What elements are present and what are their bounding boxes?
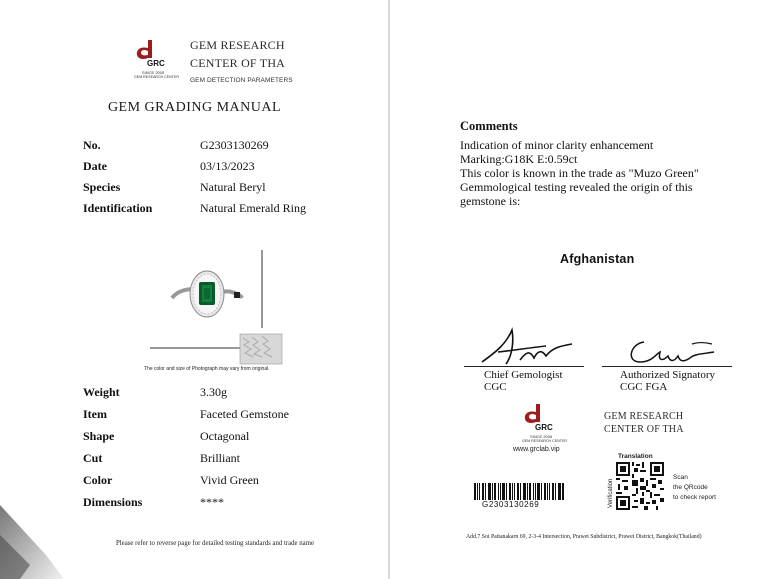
field-value-weight: 3.30g <box>200 385 227 399</box>
photo-caption: The color and size of Photograph may vary from original. <box>144 366 270 372</box>
field-label-shape: Shape <box>83 429 115 443</box>
field-label-cut: Cut <box>83 451 103 465</box>
barcode-number: G2303130269 <box>482 500 540 509</box>
qr-verification-label: Verification <box>608 478 614 508</box>
signatory-org: CGC <box>484 381 507 393</box>
page-corner-shadow-icon <box>0 505 70 579</box>
org-name-line1: GEM RESEARCH <box>190 38 285 52</box>
field-value-dimensions: **** <box>200 495 224 509</box>
field-value-no: G2303130269 <box>200 138 269 152</box>
signature-line <box>602 366 732 367</box>
qr-translation-label: Translation <box>618 453 653 460</box>
field-label-identification: Identification <box>83 201 153 215</box>
scan-line: to check report <box>673 494 716 501</box>
comments-heading: Comments <box>460 119 518 133</box>
field-label-dimensions: Dimensions <box>83 495 143 509</box>
field-value-color: Vivid Green <box>200 473 259 487</box>
grc-logo-since: SINCE 2005 <box>530 434 553 439</box>
origin-country: Afghanistan <box>560 252 635 266</box>
org-name-line2: CENTER OF THA <box>190 56 286 70</box>
chief-gemologist-signature-icon <box>476 322 580 372</box>
grc-logo-caption: GEM RESEARCH CENTER <box>134 75 179 79</box>
field-label-color: Color <box>83 473 113 487</box>
field-value-identification: Natural Emerald Ring <box>200 201 306 215</box>
grc-logo <box>134 40 184 84</box>
field-value-species: Natural Beryl <box>200 180 266 194</box>
website-link[interactable]: www.grclab.vip <box>513 446 560 453</box>
signatory-org: CGC FGA <box>620 381 668 393</box>
signature-line <box>464 366 584 367</box>
grc-logo-caption: GEM RESEARCH CENTER <box>522 439 567 443</box>
scan-line: Scan <box>673 474 688 481</box>
signatory-title: Authorized Signatory <box>620 369 716 381</box>
certificate-front-page <box>0 0 389 579</box>
comment-line: gemstone is: <box>460 194 521 208</box>
document-title: GEM GRADING MANUAL <box>107 100 282 115</box>
qr-code-icon[interactable] <box>616 462 664 510</box>
scan-line: the QRcode <box>673 484 708 491</box>
grc-logo-text: GRC <box>535 423 553 432</box>
org-name-line2: CENTER OF THA <box>604 424 684 435</box>
hologram-sticker-icon <box>240 334 282 364</box>
comment-line: Indication of minor clarity enhancement <box>460 138 654 152</box>
certificate-back-page <box>390 0 780 579</box>
field-label-weight: Weight <box>83 385 120 399</box>
signatory-title: Chief Gemologist <box>484 369 563 381</box>
gem-photograph <box>150 250 290 370</box>
scan-instruction <box>673 473 716 503</box>
field-label-date: Date <box>83 159 107 173</box>
field-label-item: Item <box>83 407 107 421</box>
org-name-line1: GEM RESEARCH <box>604 411 684 422</box>
grc-logo <box>522 404 572 448</box>
org-subtitle: GEM DETECTION PARAMETERS <box>190 77 293 84</box>
barcode-icon <box>474 483 564 500</box>
grc-logo-since: SINCE 2005 <box>142 70 165 75</box>
grc-logo-text: GRC <box>147 59 165 68</box>
field-value-date: 03/13/2023 <box>200 159 255 173</box>
comment-line: Gemmological testing revealed the origin of this <box>460 180 693 194</box>
comment-line: Marking:G18K E:0.59ct <box>460 152 578 166</box>
field-label-no: No. <box>83 138 101 152</box>
reverse-page-footnote: Please refer to reverse page for detailed testing standards and trade name <box>116 540 314 547</box>
field-label-species: Species <box>83 180 121 194</box>
field-value-shape: Octagonal <box>200 429 250 443</box>
lab-address: Add.7 Soi Pattanakarn 69, 2-3-4 Intersection, Prawet Subdistrict, Prawet District, Bangkok(Thailand) <box>466 534 702 540</box>
field-value-cut: Brilliant <box>200 451 240 465</box>
comment-line: This color is known in the trade as "Muzo Green" <box>460 166 699 180</box>
field-value-item: Faceted Gemstone <box>200 407 289 421</box>
